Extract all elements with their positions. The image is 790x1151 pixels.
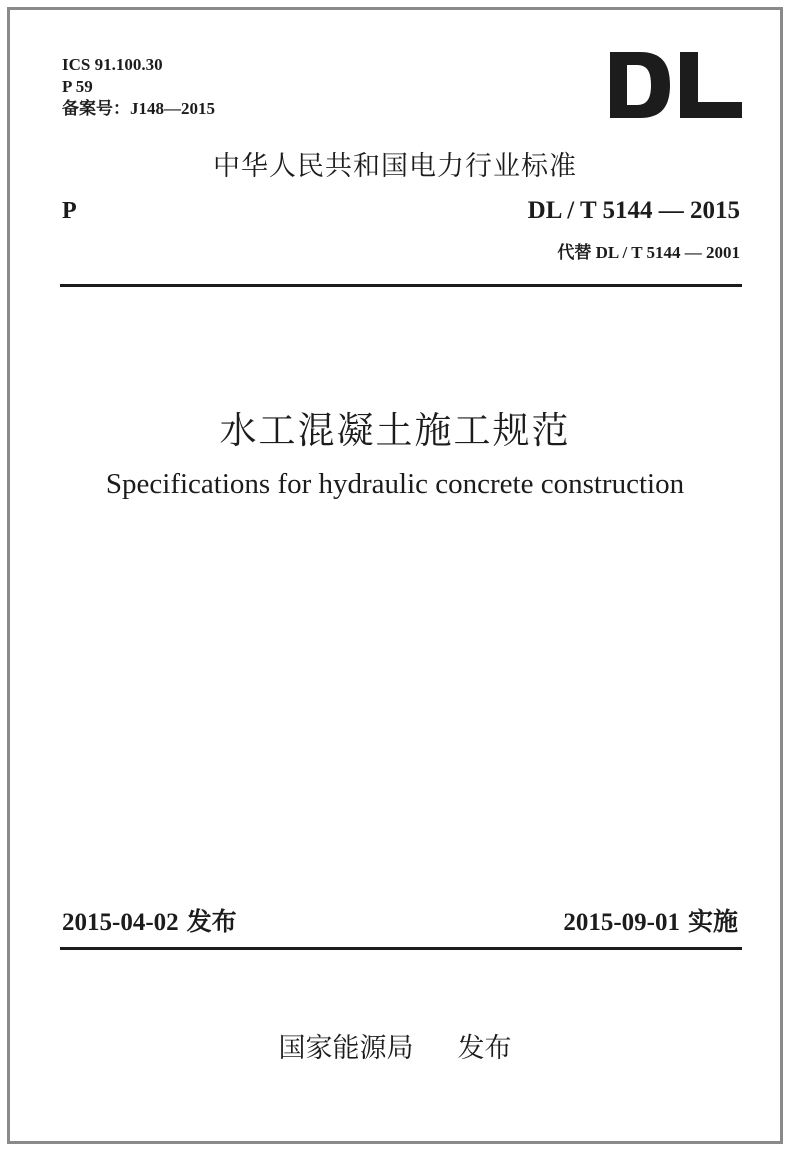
standard-number: DL / T 5144 — 2015 <box>527 197 740 224</box>
issue-label: 发布 <box>186 907 237 936</box>
implementation-date: 2015-09-01 <box>563 909 680 936</box>
top-divider <box>60 284 742 287</box>
filing-number: 备案号：J148—2015 <box>62 99 215 118</box>
publisher-label: 发布 <box>457 1033 512 1064</box>
publisher-line <box>0 1026 790 1065</box>
publisher-name: 国家能源局 <box>278 1033 414 1064</box>
implementation-date-line <box>563 902 738 938</box>
industry-standard-title: 中华人民共和国电力行业标准 <box>213 151 577 182</box>
classification-letter: P <box>62 198 77 224</box>
issue-date: 2015-04-02 <box>62 909 179 936</box>
issue-date-line <box>62 902 237 938</box>
replaces-standard: 代替 DL / T 5144 — 2001 <box>557 243 740 262</box>
english-title: Specifications for hydraulic concrete construction <box>105 468 685 500</box>
chinese-title: 水工混凝土施工规范 <box>219 409 571 452</box>
dl-logo <box>610 52 742 118</box>
bottom-divider <box>60 947 742 950</box>
cover-metadata <box>62 54 215 120</box>
ics-code: ICS 91.100.30 <box>62 55 163 74</box>
classification-code: P 59 <box>62 77 93 96</box>
implementation-label: 实施 <box>687 907 738 936</box>
